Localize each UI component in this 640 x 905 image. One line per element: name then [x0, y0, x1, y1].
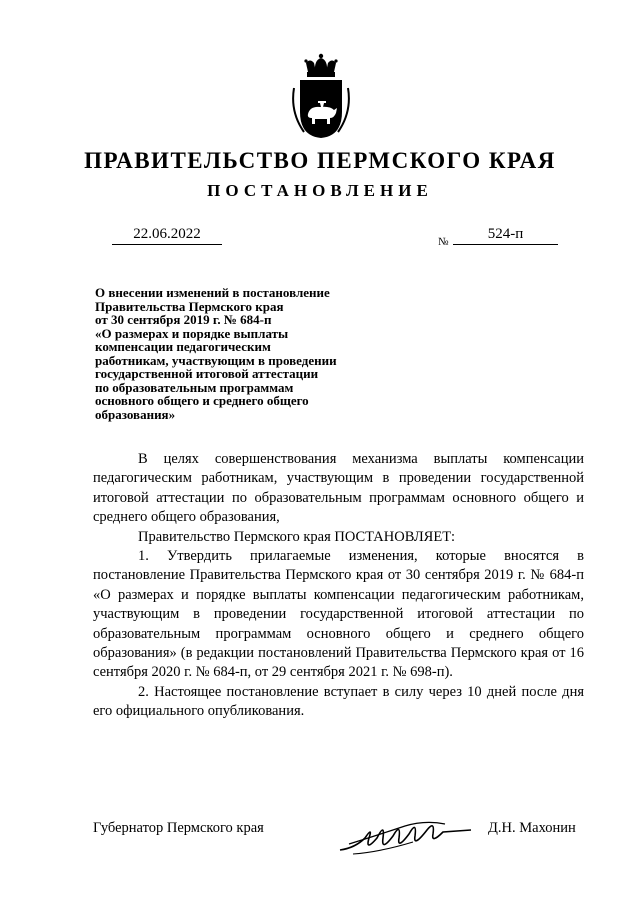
signer-name: Д.Н. Махонин: [488, 820, 576, 836]
signer-position: Губернатор Пермского края: [93, 820, 264, 836]
subject-line: «О размерах и порядке выплаты: [95, 325, 289, 341]
subject-line: работникам, участвующим в проведении: [95, 352, 337, 368]
subject-line: компенсации педагогическим: [95, 339, 271, 354]
document-date: 22.06.2022: [112, 226, 222, 245]
subject-line: государственной итоговой аттестации: [95, 366, 319, 381]
subject-line: по образовательным программам: [95, 379, 294, 395]
subject-line: образования»: [95, 406, 176, 422]
number-label: №: [438, 236, 449, 248]
perm-krai-coat-of-arms-icon: [290, 52, 352, 142]
subject-line: О внесении изменений в постановление: [95, 285, 330, 300]
subject-line: Правительства Пермского края: [95, 298, 284, 314]
subject-line: основного общего и среднего общего: [95, 393, 309, 408]
document-subject: [95, 286, 395, 421]
body-paragraph-preamble: В целях совершенствования механизма выплаты компенсации педагогическим работникам, участвующим в проведении государственной итоговой аттестации по образовательным программам основного общего и среднего общего образования,: [93, 451, 584, 526]
body-paragraph-item-1: 1. Утвердить прилагаемые изменения, которые вносятся в постановление Правительства Пермского края от 30 сентября 2019 г. № 684-п «О размерах и порядке выплаты компенсации педагогическим работникам, участвующим в проведении государственной итоговой аттестации по образовательным программам основного общего и среднего общего образования» (в редакции постановлений Правительства Пермского края от 16 сентября 2020 г. № 684-п, от 29 сентября 2021 г. № 698-п).: [93, 548, 584, 681]
document-body: [93, 450, 584, 722]
document-number: 524-п: [453, 226, 558, 245]
body-paragraph-item-2: 2. Настоящее постановление вступает в силу через 10 дней после дня его официального опубликования.: [93, 683, 584, 720]
handwritten-signature-icon: [335, 808, 475, 863]
document-type: ПОСТАНОВЛЕНИЕ: [207, 181, 433, 200]
subject-line: от 30 сентября 2019 г. № 684-п: [95, 312, 272, 327]
body-paragraph-resolves: Правительство Пермского края ПОСТАНОВЛЯЕТ:: [138, 528, 456, 545]
government-title: ПРАВИТЕЛЬСТВО ПЕРМСКОГО КРАЯ: [84, 148, 556, 173]
